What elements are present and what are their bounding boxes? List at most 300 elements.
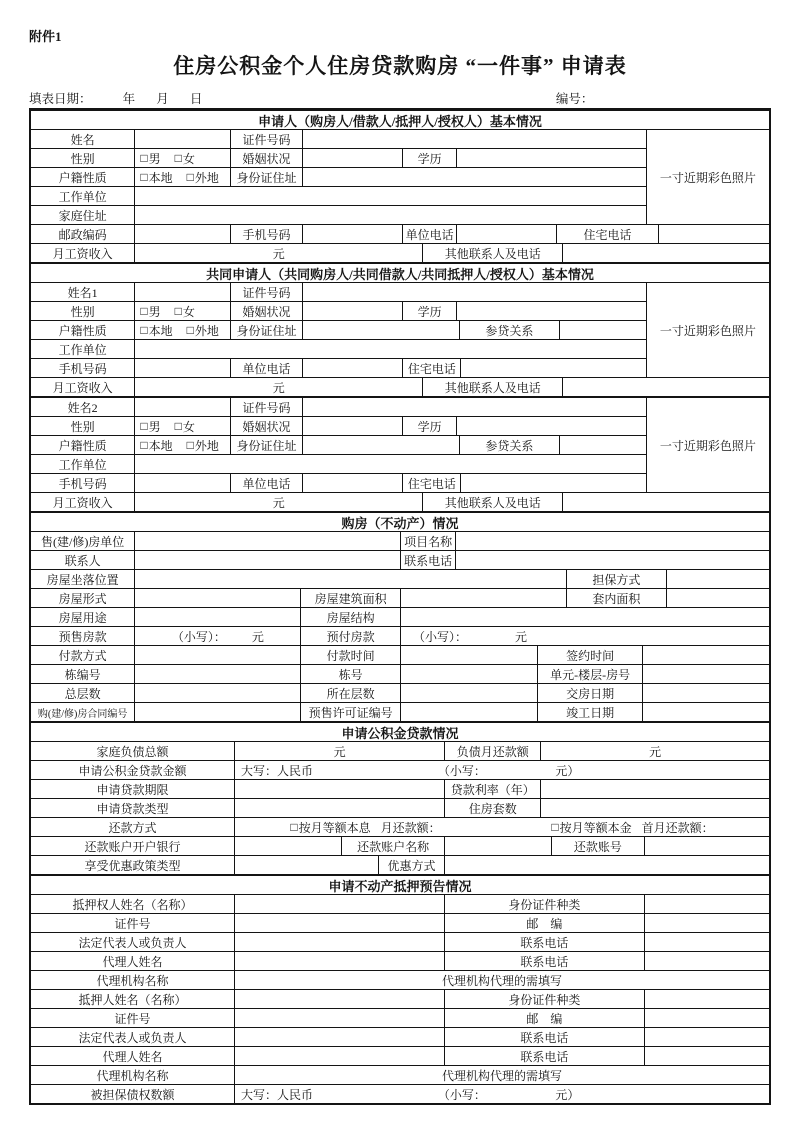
checkbox-女[interactable] xyxy=(175,418,195,435)
serial-number-label: 编号： xyxy=(555,92,594,106)
checkbox-group xyxy=(134,149,230,167)
checkbox-女[interactable] xyxy=(175,303,195,320)
field-label: 单位电话 xyxy=(402,225,456,243)
field-label: 姓名 xyxy=(70,132,95,147)
checkbox-label: 外地 xyxy=(194,438,219,453)
form-row xyxy=(31,1027,769,1046)
field-label: 联系电话 xyxy=(400,551,455,569)
section-header: 共同申请人（共同购房人/共同借款人/共同抵押人/授权人）基本情况 xyxy=(206,266,594,282)
field-label: 其他联系人及电话 xyxy=(422,493,562,511)
field-label: 工作单位 xyxy=(58,457,107,472)
field-label: 代理机构名称 xyxy=(96,973,169,988)
field-label: 身份证住址 xyxy=(230,436,302,454)
field-input[interactable] xyxy=(134,359,230,377)
field-label: 家庭住址 xyxy=(58,208,107,223)
field-label: 预付房款 xyxy=(300,627,400,645)
photo-row-group xyxy=(31,129,769,224)
checkbox-本地[interactable] xyxy=(140,169,172,186)
form-row xyxy=(31,951,769,970)
field-label: 性别 xyxy=(70,419,95,434)
field-input[interactable] xyxy=(302,283,646,301)
field-input[interactable] xyxy=(644,837,770,855)
field-label: （小写： xyxy=(437,763,486,778)
amount-fill-cell[interactable] xyxy=(400,627,769,645)
form-row xyxy=(31,243,769,262)
field-label: 代理机构名称 xyxy=(96,1068,169,1083)
checkbox-icon: □ xyxy=(140,437,148,452)
amount-unit-cell[interactable]: 元 xyxy=(134,378,422,396)
field-label: 栋编号 xyxy=(64,667,101,682)
field-input[interactable] xyxy=(302,130,646,148)
form-row xyxy=(31,626,769,645)
field-input[interactable] xyxy=(562,378,769,396)
form-row xyxy=(31,817,769,836)
field-label: 享受优惠政策类型 xyxy=(84,858,181,873)
field-input[interactable] xyxy=(400,608,769,626)
form-row xyxy=(31,377,769,396)
checkbox-外地[interactable] xyxy=(187,322,219,339)
checkbox-icon: □ xyxy=(174,150,182,165)
field-label: 单元-楼层-房号 xyxy=(537,665,642,683)
field-input[interactable] xyxy=(134,187,645,205)
field-label: 身份证住址 xyxy=(230,321,302,339)
form-row xyxy=(31,702,769,721)
field-input[interactable] xyxy=(134,283,230,301)
field-label: 还款方式 xyxy=(108,820,157,835)
field-input[interactable] xyxy=(134,225,230,243)
field-input[interactable] xyxy=(644,1047,769,1065)
field-label: 姓名2 xyxy=(67,400,98,415)
field-label: 性别 xyxy=(70,304,95,319)
form-row xyxy=(31,301,646,320)
field-input[interactable] xyxy=(302,149,402,167)
checkbox-icon: □ xyxy=(186,322,194,337)
field-label: 负债月还款额 xyxy=(444,742,540,760)
field-input[interactable] xyxy=(134,646,300,664)
field-input[interactable] xyxy=(134,589,300,607)
field-input[interactable] xyxy=(134,532,400,550)
field-input[interactable] xyxy=(644,914,769,932)
field-label: 身份证件种类 xyxy=(444,990,643,1008)
form-row xyxy=(31,683,769,702)
field-label: 还款账户名称 xyxy=(341,837,444,855)
field-label: 邮 编 xyxy=(444,914,643,932)
checkbox-icon: □ xyxy=(174,303,182,318)
checkbox-group xyxy=(134,436,230,454)
field-input[interactable] xyxy=(559,436,646,454)
date-year-label: 年 xyxy=(122,92,136,106)
form-row xyxy=(31,569,769,588)
field-label: 其他联系人及电话 xyxy=(422,244,562,262)
photo-area[interactable]: 一寸近期彩色照片 xyxy=(646,130,769,224)
section-header-row xyxy=(31,876,769,894)
checkbox-label: 按月等额本息 xyxy=(298,820,371,835)
form-row xyxy=(31,855,769,874)
field-label: 参贷关系 xyxy=(459,436,559,454)
field-input[interactable] xyxy=(644,952,769,970)
field-input[interactable] xyxy=(456,417,646,435)
field-input[interactable] xyxy=(134,340,645,358)
section-header-row xyxy=(31,723,769,741)
field-label: 住房套数 xyxy=(444,799,540,817)
field-label: 手机号码 xyxy=(58,476,107,491)
checkbox-男[interactable] xyxy=(140,418,160,435)
field-label: 抵押权人姓名（名称） xyxy=(72,897,193,912)
form-row xyxy=(31,913,769,932)
checkbox-外地[interactable] xyxy=(187,437,219,454)
checkbox-label: 外地 xyxy=(194,170,219,185)
field-label: 性别 xyxy=(70,151,95,166)
checkbox-按月等额本金[interactable] xyxy=(551,819,631,836)
form-row xyxy=(31,588,769,607)
field-input[interactable] xyxy=(234,780,444,798)
field-label: 售(建/修)房单位 xyxy=(40,534,125,549)
field-input[interactable] xyxy=(234,914,444,932)
checkbox-group xyxy=(134,302,230,320)
field-input[interactable] xyxy=(400,703,537,721)
amount-fill-cell[interactable] xyxy=(234,1085,769,1103)
checkbox-icon: □ xyxy=(140,150,148,165)
field-label: 付款方式 xyxy=(58,648,107,663)
amount-fill-cell[interactable] xyxy=(234,761,769,779)
form-row xyxy=(31,473,646,492)
field-input[interactable] xyxy=(234,990,444,1008)
field-label: 身份证件种类 xyxy=(444,895,643,913)
field-label: 贷款利率（年） xyxy=(444,780,540,798)
field-label: 还款账号 xyxy=(551,837,643,855)
field-label: （小写： xyxy=(437,1087,486,1102)
field-input[interactable] xyxy=(400,665,537,683)
checkbox-男[interactable] xyxy=(140,303,160,320)
field-input[interactable] xyxy=(540,799,769,817)
field-label: 担保方式 xyxy=(566,570,666,588)
field-input[interactable] xyxy=(302,474,402,492)
amount-fill-cell[interactable] xyxy=(134,627,300,645)
field-label: 付款时间 xyxy=(300,646,400,664)
field-input[interactable] xyxy=(562,493,769,511)
form-section xyxy=(31,262,769,511)
field-label: 首月还款额： xyxy=(641,820,714,835)
field-input[interactable] xyxy=(134,570,566,588)
field-label: 月工资收入 xyxy=(52,246,113,261)
photo-row-group xyxy=(31,282,769,377)
form-row xyxy=(31,283,646,301)
field-label: 住宅电话 xyxy=(556,225,659,243)
amount-unit-cell[interactable]: 元 xyxy=(134,493,422,511)
field-input[interactable] xyxy=(134,130,230,148)
form-row xyxy=(31,358,646,377)
form-row xyxy=(31,1046,769,1065)
form-row xyxy=(31,664,769,683)
field-input[interactable] xyxy=(302,321,459,339)
checkbox-label: 本地 xyxy=(148,170,173,185)
checkbox-label: 本地 xyxy=(148,438,173,453)
field-input[interactable] xyxy=(134,455,645,473)
field-label: 婚姻状况 xyxy=(230,149,302,167)
field-label: 联系电话 xyxy=(444,933,643,951)
field-input[interactable] xyxy=(444,856,769,874)
currency-unit: 元 xyxy=(515,629,528,644)
field-label: 还款账户开户银行 xyxy=(84,839,181,854)
field-label: 学历 xyxy=(402,302,456,320)
field-label: 元） xyxy=(555,763,580,778)
field-input[interactable] xyxy=(460,474,645,492)
amount-unit-cell[interactable]: 元 xyxy=(540,742,769,760)
checkbox-icon: □ xyxy=(551,819,559,834)
photo-area[interactable]: 一寸近期彩色照片 xyxy=(646,283,769,377)
section-header-row xyxy=(31,513,769,531)
field-label: 栋号 xyxy=(300,665,400,683)
checkbox-group xyxy=(134,417,230,435)
field-label: 所在层数 xyxy=(300,684,400,702)
field-label: 户籍性质 xyxy=(58,438,107,453)
field-input[interactable] xyxy=(456,149,646,167)
field-input[interactable] xyxy=(444,837,551,855)
field-label: 联系电话 xyxy=(444,952,643,970)
field-label: 月还款额： xyxy=(380,820,441,835)
field-input[interactable] xyxy=(302,398,646,416)
field-label: 其他联系人及电话 xyxy=(422,378,562,396)
field-input[interactable] xyxy=(234,799,444,817)
field-label: 邮 编 xyxy=(444,1009,643,1027)
checkbox-本地[interactable] xyxy=(140,437,172,454)
field-input[interactable] xyxy=(302,359,402,377)
field-input[interactable] xyxy=(134,551,400,569)
field-label: 单位电话 xyxy=(230,359,302,377)
field-label: 邮政编码 xyxy=(58,227,107,242)
checkbox-外地[interactable] xyxy=(187,169,219,186)
field-label: 签约时间 xyxy=(537,646,642,664)
field-label: 项目名称 xyxy=(400,532,455,550)
field-input[interactable] xyxy=(642,646,769,664)
form-row xyxy=(31,989,769,1008)
checkbox-label: 男 xyxy=(148,151,161,166)
checkbox-label: 女 xyxy=(182,419,195,434)
amount-unit-cell[interactable]: 元 xyxy=(234,742,444,760)
form-row xyxy=(31,1065,769,1084)
field-input[interactable] xyxy=(234,856,378,874)
form-section xyxy=(31,721,769,874)
field-input[interactable] xyxy=(134,398,230,416)
field-input[interactable] xyxy=(644,990,769,1008)
form-row xyxy=(31,224,769,243)
field-input[interactable] xyxy=(234,895,444,913)
form-row xyxy=(31,205,646,224)
form-row xyxy=(31,932,769,951)
field-input[interactable] xyxy=(644,1009,769,1027)
date-row xyxy=(29,89,771,109)
form-row xyxy=(31,130,646,148)
field-input[interactable] xyxy=(302,168,646,186)
field-input[interactable] xyxy=(562,244,769,262)
field-label: 联系人 xyxy=(64,553,101,568)
field-input[interactable] xyxy=(559,321,646,339)
field-label: 申请贷款期限 xyxy=(96,782,169,797)
field-input[interactable] xyxy=(134,608,300,626)
form-row xyxy=(31,148,646,167)
field-input[interactable] xyxy=(642,684,769,702)
date-label: 填表日期： xyxy=(29,92,92,106)
field-input[interactable] xyxy=(658,225,769,243)
application-form-table xyxy=(29,109,771,1105)
field-label: 代理人姓名 xyxy=(102,954,163,969)
section-header: 申请公积金贷款情况 xyxy=(341,725,459,741)
field-label: 月工资收入 xyxy=(52,380,113,395)
field-label: 月工资收入 xyxy=(52,495,113,510)
checkbox-icon: □ xyxy=(140,322,148,337)
field-input[interactable] xyxy=(234,1009,444,1027)
photo-row-group xyxy=(31,396,769,492)
field-input[interactable] xyxy=(540,780,769,798)
field-label: 工作单位 xyxy=(58,342,107,357)
field-label: 房屋用途 xyxy=(58,610,107,625)
field-input[interactable] xyxy=(134,684,300,702)
checkbox-label: 男 xyxy=(148,419,161,434)
checkbox-女[interactable] xyxy=(175,150,195,167)
amount-unit-cell[interactable]: 元 xyxy=(134,244,422,262)
field-input[interactable] xyxy=(455,551,769,569)
field-label: 住宅电话 xyxy=(402,474,460,492)
photo-group-fields xyxy=(31,283,646,377)
form-row xyxy=(31,550,769,569)
field-input[interactable] xyxy=(134,206,645,224)
field-label: 学历 xyxy=(402,417,456,435)
field-label: 学历 xyxy=(402,149,456,167)
field-label: 工作单位 xyxy=(58,189,107,204)
checkbox-本地[interactable] xyxy=(140,322,172,339)
form-row xyxy=(31,416,646,435)
field-label: 优惠方式 xyxy=(378,856,444,874)
field-input[interactable] xyxy=(455,532,769,550)
section-header-row xyxy=(31,111,769,129)
field-label: 大写：人民币 xyxy=(240,763,313,778)
checkbox-icon: □ xyxy=(186,169,194,184)
checkbox-icon: □ xyxy=(140,303,148,318)
field-label: 联系电话 xyxy=(444,1047,643,1065)
field-label: 证件号 xyxy=(114,1011,151,1026)
form-row xyxy=(31,970,769,989)
section-header-row xyxy=(31,264,769,282)
form-row xyxy=(31,1084,769,1103)
form-row xyxy=(31,492,769,511)
field-label: 被担保债权数额 xyxy=(90,1087,175,1102)
field-label: 姓名1 xyxy=(67,285,98,300)
note-cell: 代理机构代理的需填写 xyxy=(234,971,769,989)
field-input[interactable] xyxy=(234,933,444,951)
form-section xyxy=(31,874,769,1103)
field-label: 参贷关系 xyxy=(459,321,559,339)
field-input[interactable] xyxy=(302,436,459,454)
field-label: 预售许可证编号 xyxy=(300,703,400,721)
form-section xyxy=(31,511,769,721)
field-input[interactable] xyxy=(234,1047,444,1065)
checkbox-label: 本地 xyxy=(148,323,173,338)
field-input[interactable] xyxy=(644,1028,769,1046)
form-row xyxy=(31,454,646,473)
field-input[interactable] xyxy=(666,570,769,588)
field-input[interactable] xyxy=(302,225,402,243)
field-label: 身份证住址 xyxy=(230,168,302,186)
checkbox-icon: □ xyxy=(140,418,148,433)
field-label: 代理人姓名 xyxy=(102,1049,163,1064)
field-label: 家庭负债总额 xyxy=(96,744,169,759)
field-input[interactable] xyxy=(456,302,646,320)
field-label: 法定代表人或负责人 xyxy=(78,935,187,950)
field-input[interactable] xyxy=(400,589,566,607)
field-label: 单位电话 xyxy=(230,474,302,492)
field-input[interactable] xyxy=(400,684,537,702)
form-row xyxy=(31,339,646,358)
note-cell: 代理机构代理的需填写 xyxy=(234,1066,769,1084)
field-label: 房屋形式 xyxy=(58,591,107,606)
field-label: 申请贷款类型 xyxy=(96,801,169,816)
field-input[interactable] xyxy=(400,646,537,664)
checkbox-男[interactable] xyxy=(140,150,160,167)
form-row xyxy=(31,798,769,817)
field-input[interactable] xyxy=(460,359,645,377)
field-input[interactable] xyxy=(234,952,444,970)
field-label: 竣工日期 xyxy=(537,703,642,721)
field-input[interactable] xyxy=(234,1028,444,1046)
field-input[interactable] xyxy=(642,703,769,721)
field-label: 住宅电话 xyxy=(402,359,460,377)
form-row xyxy=(31,779,769,798)
checkbox-group xyxy=(134,168,230,186)
field-input[interactable] xyxy=(456,225,556,243)
checkbox-icon: □ xyxy=(290,819,298,834)
field-label: （小写）： xyxy=(412,629,467,644)
form-row xyxy=(31,607,769,626)
form-row xyxy=(31,741,769,760)
field-label: 联系电话 xyxy=(444,1028,643,1046)
checkbox-icon: □ xyxy=(174,418,182,433)
form-row xyxy=(31,167,646,186)
field-input[interactable] xyxy=(302,302,402,320)
field-input[interactable] xyxy=(134,474,230,492)
field-input[interactable] xyxy=(642,665,769,683)
checkbox-icon: □ xyxy=(140,169,148,184)
date-day-label: 日 xyxy=(189,92,203,106)
checkbox-label: 女 xyxy=(182,304,195,319)
field-input[interactable] xyxy=(644,895,769,913)
field-label: 房屋坐落位置 xyxy=(46,572,119,587)
page-title: 住房公积金个人住房贷款购房 “一件事” 申请表 xyxy=(173,54,627,78)
form-row xyxy=(31,186,646,205)
field-label: 婚姻状况 xyxy=(230,417,302,435)
checkbox-label: 女 xyxy=(182,151,195,166)
field-input[interactable] xyxy=(644,933,769,951)
field-label: 户籍性质 xyxy=(58,170,107,185)
form-row xyxy=(31,836,769,855)
field-input[interactable] xyxy=(666,589,769,607)
form-row xyxy=(31,398,646,416)
form-section xyxy=(31,111,769,262)
currency-unit: 元 xyxy=(251,629,264,644)
photo-group-fields xyxy=(31,398,646,492)
photo-group-fields xyxy=(31,130,646,224)
field-input[interactable] xyxy=(302,417,402,435)
field-input[interactable] xyxy=(234,837,341,855)
field-label: 预售房款 xyxy=(58,629,107,644)
field-input[interactable] xyxy=(134,703,300,721)
photo-area[interactable]: 一寸近期彩色照片 xyxy=(646,398,769,492)
checkbox-label: 按月等额本金 xyxy=(559,820,632,835)
field-label: 总层数 xyxy=(64,686,101,701)
field-input[interactable] xyxy=(134,665,300,683)
field-label: 大写：人民币 xyxy=(240,1087,313,1102)
checkbox-按月等额本息[interactable] xyxy=(290,819,370,836)
checkbox-icon: □ xyxy=(186,437,194,452)
